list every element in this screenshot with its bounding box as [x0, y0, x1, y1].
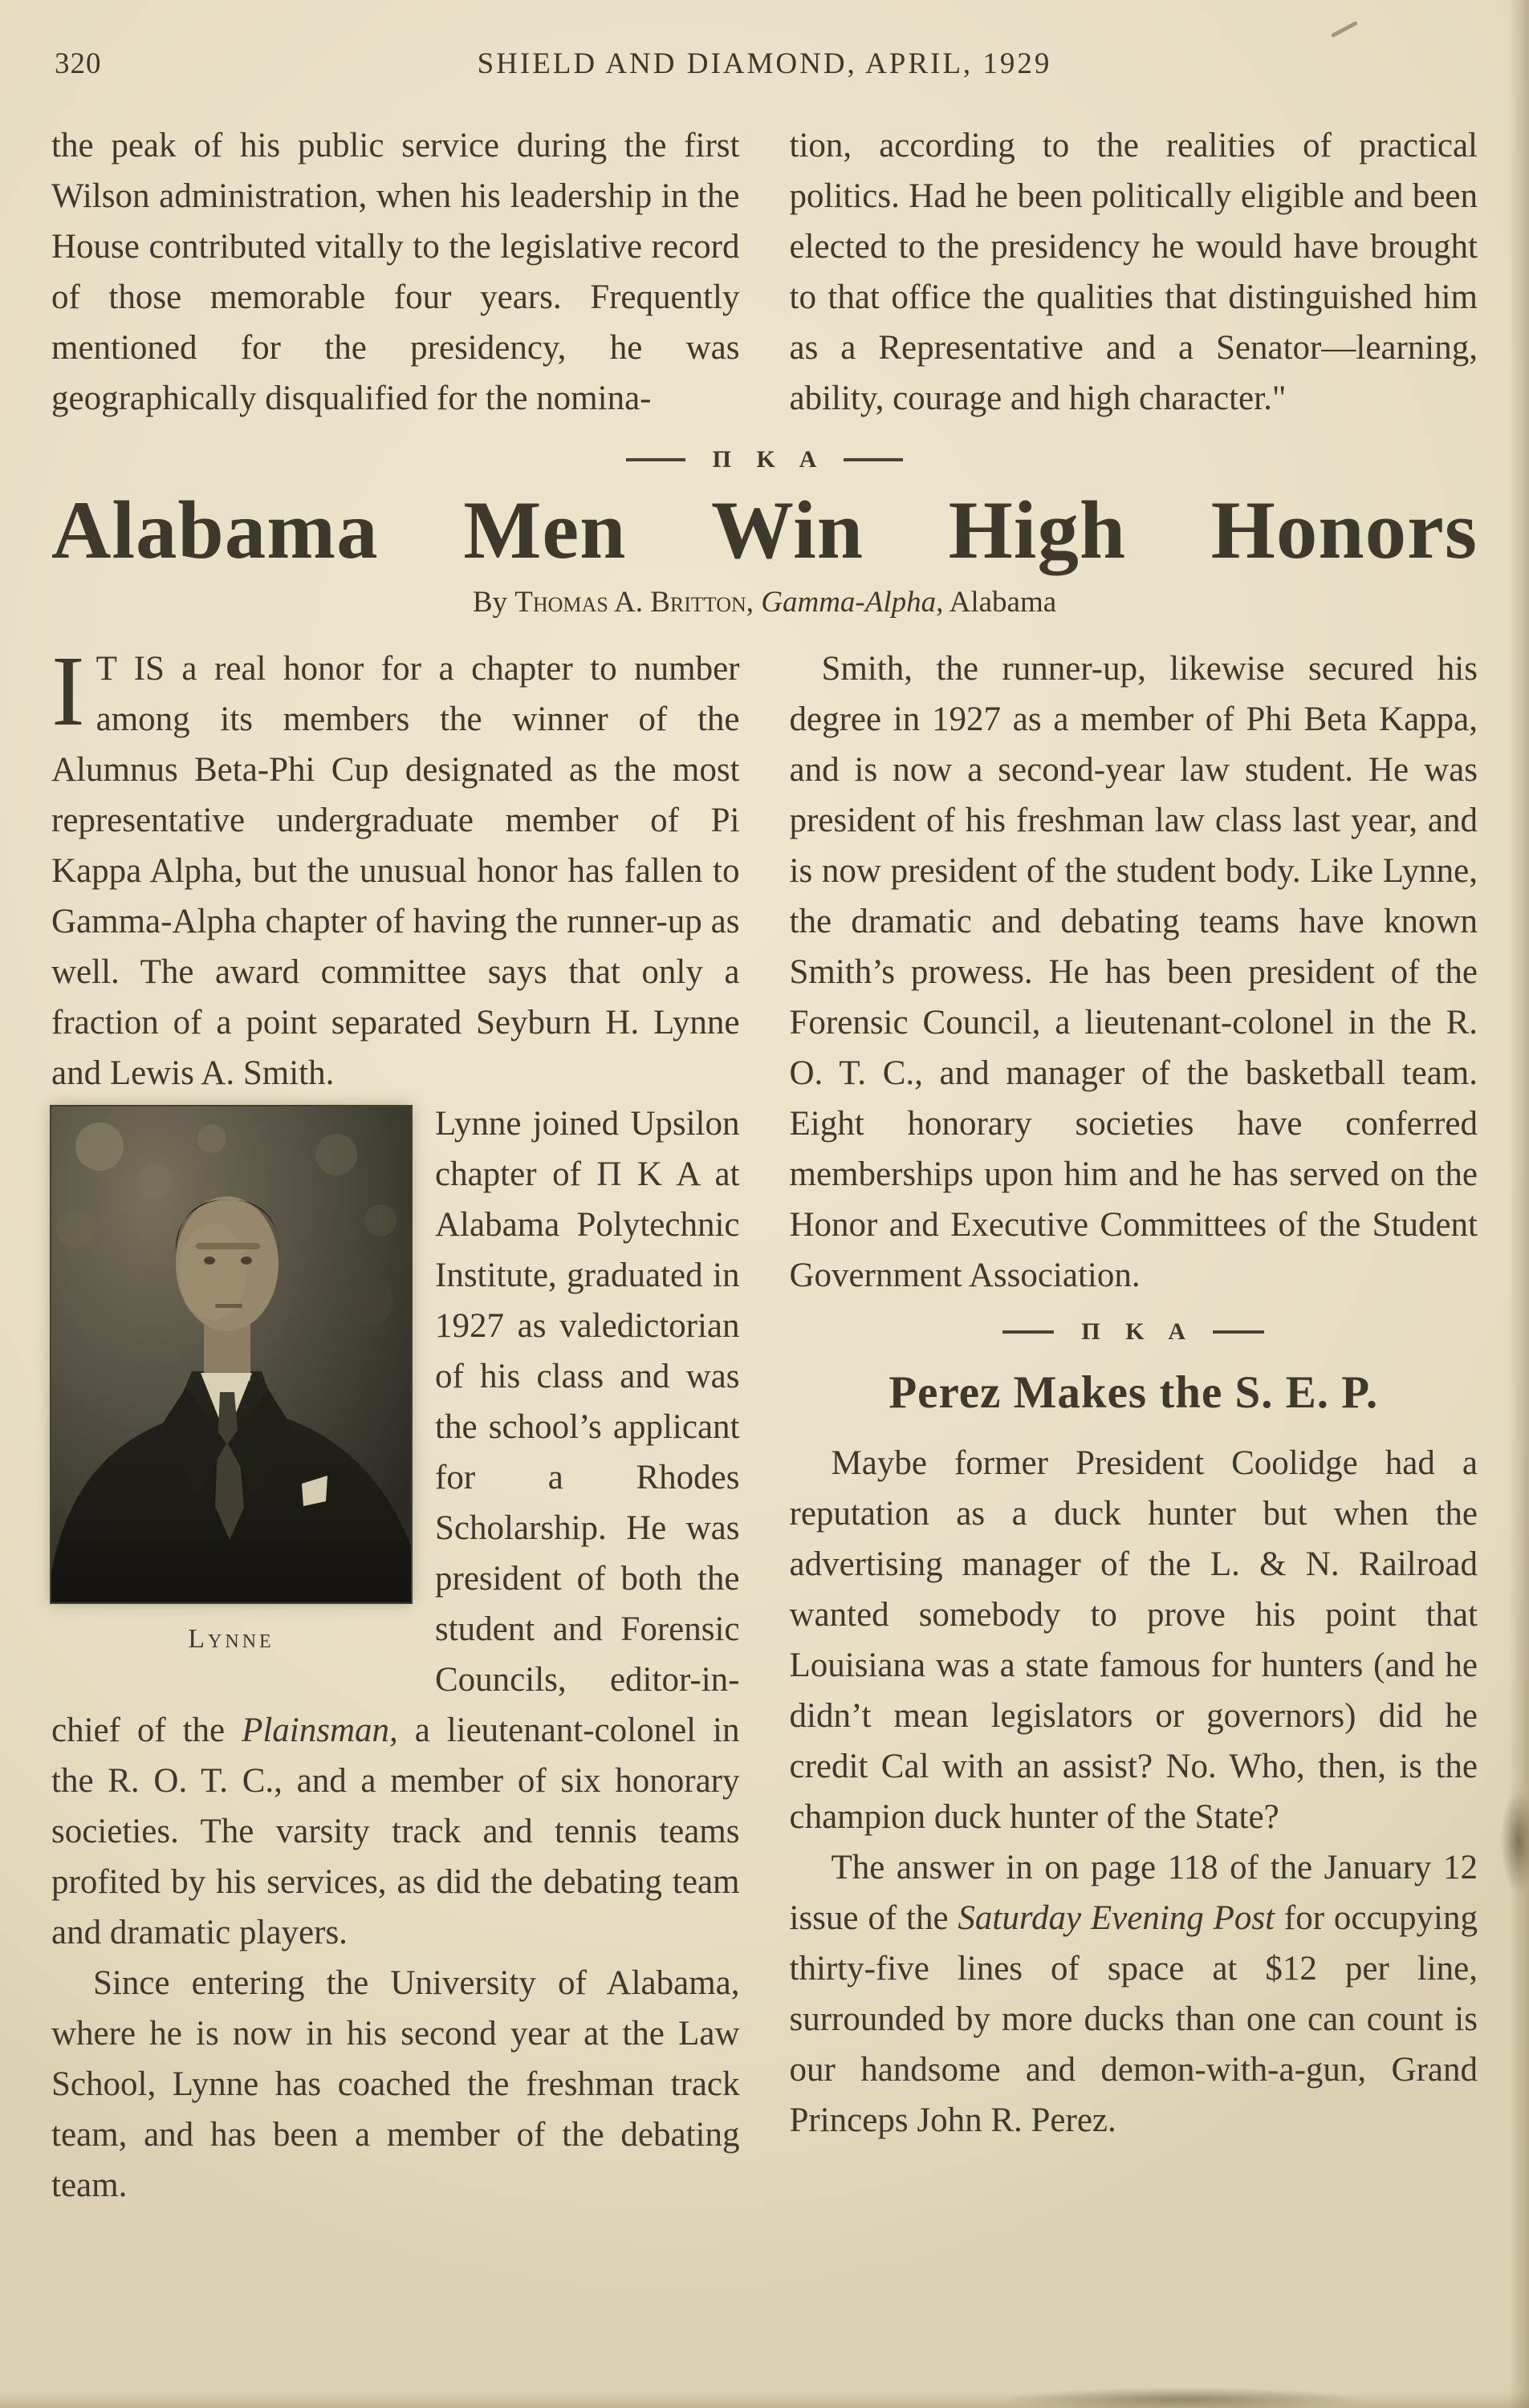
page-header — [51, 47, 1478, 85]
pika-divider-label: Π K A — [712, 446, 827, 473]
divider-rule-left — [1002, 1330, 1054, 1334]
article-paragraph-closing: Since entering the University of Alabama, where he is now in his second year at the Law School, Lynne has coached the freshman track team, and has been a member of the debating team. — [51, 1964, 740, 2205]
perez-paragraph-2 — [790, 1842, 1478, 2146]
pika-divider-label: Π K A — [1081, 1318, 1196, 1346]
pika-divider-top — [51, 446, 1478, 473]
byline — [51, 585, 1478, 619]
plainsman-italic: Plainsman, — [242, 1712, 398, 1750]
headline-word: Men — [463, 485, 627, 576]
byline-prefix: By — [472, 586, 508, 619]
article-right-column — [790, 644, 1478, 2211]
page-edge-shadow-bottom — [0, 2392, 1529, 2408]
headline-word: Alabama — [51, 485, 379, 576]
paragraph-text: for occupying thirty-five lines of space at $12 per line, surrounded by more ducks than one can count is our handsome and demon-with-a-gun, Grand Princeps John R. Perez. — [789, 1899, 1478, 2140]
paragraph-text: a lieutenant-colonel in the R. O. T. C., and a member of six honorary societies. The varsity track and tennis teams profited by his services, as did the debating team and dramatic players. — [51, 1712, 740, 1952]
intro-continuation-columns — [51, 120, 1478, 424]
perez-headline: Perez Makes the S. E. P. — [889, 1367, 1379, 1419]
article-headline — [51, 486, 1478, 575]
photo-caption: Lynne — [188, 1624, 274, 1655]
article-paragraph-intro — [51, 636, 740, 1098]
lynne-photo — [51, 1107, 411, 1602]
divider-rule-left — [626, 458, 685, 461]
byline-state: Alabama — [949, 586, 1057, 619]
saturday-evening-post-italic: Saturday Evening Post — [958, 1899, 1275, 1938]
dropcap-letter: I — [51, 636, 85, 748]
byline-chapter: Gamma-Alpha, — [761, 586, 944, 619]
headline-word: High — [948, 485, 1127, 576]
intro-left-column: the peak of his public service during the first Wilson administration, when his leadership in the House contributed vitally to the legislative record of those memorable four years. Frequently mentioned for the presidency, he was geographically disqualified for the nomina- — [51, 127, 740, 417]
lynne-portrait-illustration — [51, 1107, 411, 1602]
article-paragraph-lynne — [51, 1098, 740, 1958]
page-edge-shadow-right — [1508, 0, 1529, 2408]
paragraph-text: Lynne joined Upsilon chapter of Π K A at Alabama Polytechnic Institute, graduated in 1927 as valedictorian of his class and was the school’s applicant for a Rhodes Scholarship. He was president of both the student and Forensic Councils, editor-in-chief of the — [51, 1105, 740, 1750]
divider-rule-right — [844, 458, 903, 461]
article-paragraph-smith: Smith, the runner-up, likewise secured his degree in 1927 as a member of Phi Beta Kappa, and is now a second-year law student. He was president of his freshman law class last year, and is now president of the student body. Like Lynne, the dramatic and debating teams have known Smith’s prowess. He has been president of the Forensic Council, a lieutenant-colonel in the R. O. T. C., and manager of the basketball team. Eight honorary societies have conferred memberships upon him and he has served on the Honor and Executive Committees of the Student Government Association. — [789, 650, 1478, 1295]
headline-word: Honors — [1210, 485, 1478, 576]
article-left-column — [51, 636, 740, 2211]
article-body-columns — [51, 636, 1478, 2211]
byline-author: Thomas A. Britton, — [514, 586, 754, 619]
pika-divider-column — [790, 1318, 1478, 1346]
journal-title: SHIELD AND DIAMOND, APRIL, 1929 — [477, 47, 1052, 80]
intro-right-column: tion, according to the realities of practical politics. Had he been politically eligible and been elected to the presidency he would have brought to that office the qualities that distinguished him as a Representative and a Senator—learning, ability, courage and high character." — [789, 127, 1478, 417]
perez-paragraph-1: Maybe former President Coolidge had a reputation as a duck hunter but when the advertising manager of the L. & N. Railroad wanted somebody to prove his point that Louisiana was a state famous for hunters (and he didn’t mean legislators or governors) did he credit Cal with an assist? No. Who, then, is the champion duck hunter of the State? — [789, 1444, 1478, 1837]
page-number: 320 — [55, 47, 102, 80]
lynne-photo-figure — [51, 1107, 411, 1664]
paragraph-text: T IS a real honor for a chapter to number among its members the winner of the Alumnus Beta-Phi Cup designated as the most representative undergraduate member of Pi Kappa Alpha, but the unusual honor has fallen to Gamma-Alpha chapter of having the runner-up as well. The award committee says that only a fraction of a point separated Seyburn H. Lynne and Lewis A. Smith. — [51, 650, 740, 1093]
headline-word: Win — [711, 485, 864, 576]
divider-rule-right — [1213, 1330, 1264, 1334]
paragraph-text: The answer in on page 118 of the January 12 issue of the — [789, 1849, 1478, 1938]
